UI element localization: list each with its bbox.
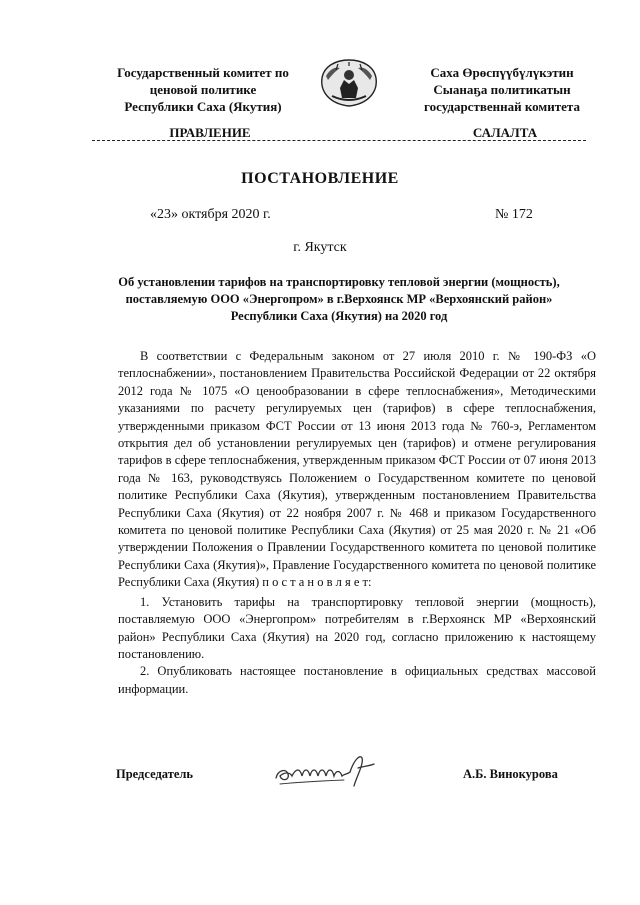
signatory-name: А.Б. Винокурова (463, 767, 558, 781)
document-date: «23» октября 2020 г. (150, 207, 271, 222)
org-name-sah-line: государственнай комитета (424, 99, 580, 114)
document-body (118, 348, 596, 698)
header-divider (92, 140, 586, 141)
dept-label-ru: ПРАВЛЕНИЕ (169, 125, 251, 140)
org-name-sah-line: Саха Өрөспүүбүлүкэтин (430, 65, 574, 80)
document-city: г. Якутск (293, 240, 347, 255)
document-title: ПОСТАНОВЛЕНИЕ (241, 170, 399, 187)
org-name-sah (392, 64, 612, 115)
org-name-ru-line: ценовой политике (149, 82, 257, 97)
dept-label-sah: САЛАЛТА (472, 125, 538, 140)
resolution-item-1: 1. Установить тарифы на транспортировку тепловой энергии (мощность), поставляемую ООО «Энергопром» потребителям в г.Верхоянск МР «Верхоянский район» Республики Саха (Якутия) на 2020 год, согласно приложению к настоящему постановлению. (118, 594, 596, 661)
document-subject: Об установлении тарифов на транспортировку тепловой энергии (мощность), поставляемую ООО «Энергопром» в г.Верхоянск МР «Верхоянский район» Республики Саха (Якутия) на 2020 год (118, 275, 560, 323)
signatory-role: Председатель (116, 767, 194, 781)
handwritten-signature (270, 748, 380, 790)
org-name-ru-line: Государственный комитет по (117, 65, 289, 80)
document-number: № 172 (495, 207, 533, 222)
org-name-ru-line: Республики Саха (Якутия) (124, 99, 282, 114)
preamble-paragraph: В соответствии с Федеральным законом от 27 июля 2010 г. № 190-ФЗ «О теплоснабжении», постановлением Правительства Российской Федерации от 22 октября 2012 года № 1075 «О ценообразовании в сфере теплоснабжения», Методическими указаниями по расчету регулируемых цен (тарифов) в сфере теплоснабжения, утвержденными приказом ФСТ России от 13 июня 2013 года № 760-э, Регламентом открытия дел об установлении регулируемых цен (тарифов) и отмене регулирования тарифов в сфере теплоснабжения, утвержденным приказом ФСТ России от 07 июня 2013 года № 163, руководствуясь Положением о Государственном комитете по ценовой политике Республики Саха (Якутия), утвержденным постановлением Правительства Республики Саха (Якутия) от 22 ноября 2007 г. № 468 и приказом Государственного комитета по ценовой политике Республики Саха (Якутия) от 25 мая 2020 г. № 21 «Об утверждении Положения о Правлении Государственного комитета по ценовой политике Республики Саха (Якутия)», Правление Государственного комитета по ценовой политике Республики Саха (Якутия) п о с т а н о в л я е т: (118, 349, 596, 590)
org-name-sah-line: Сыанаҕа политикатын (433, 82, 571, 97)
org-name-ru (78, 64, 328, 115)
coat-of-arms-icon (318, 58, 380, 108)
resolution-item-2: 2. Опубликовать настоящее постановление в официальных средствах массовой информации. (118, 664, 596, 696)
